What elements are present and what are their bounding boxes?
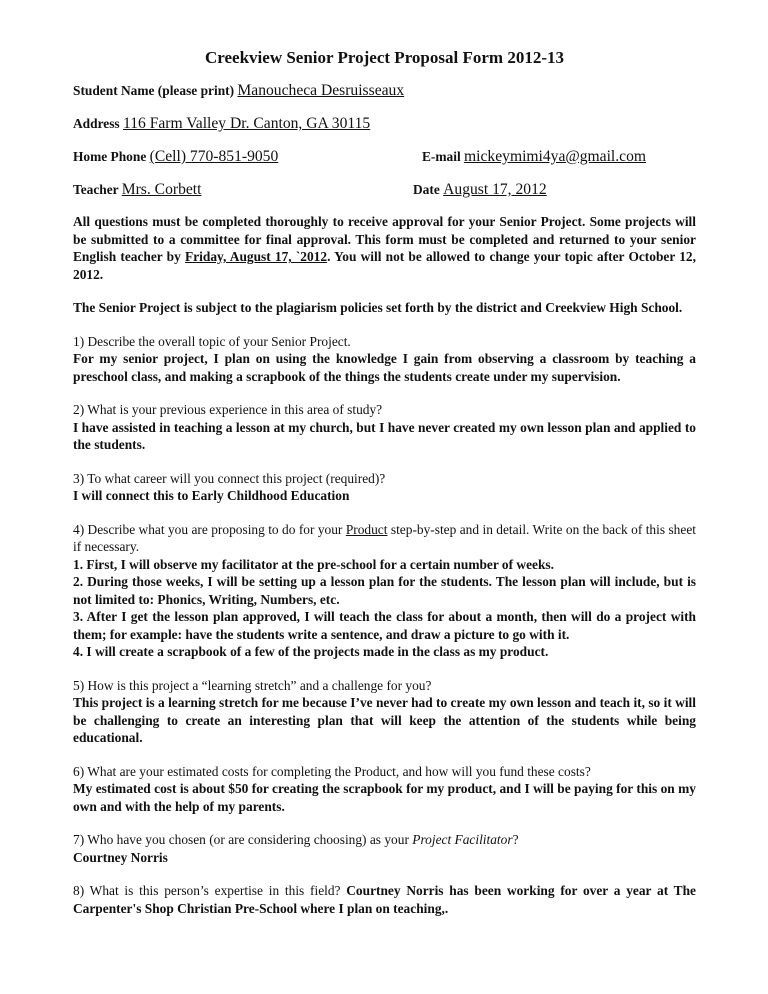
- question-4: [73, 521, 696, 556]
- date-label: Date: [413, 182, 440, 197]
- deadline-text: Friday, August 17, `2012: [185, 249, 328, 264]
- address-label: Address: [73, 116, 120, 131]
- question-8-text: 8) What is this person’s expertise in this field?: [73, 883, 347, 898]
- answer-7: Courtney Norris: [73, 849, 168, 865]
- answer-1: For my senior project, I plan on using the knowledge I gain from observing a classroom by teaching a preschool class, and making a scrapbook of the things the students create under my supervision.: [73, 351, 696, 384]
- facilitator-term: Project Facilitator: [412, 832, 513, 847]
- student-name-label: Student Name (please print): [73, 83, 235, 98]
- question-2: 2) What is your previous experience in this area of study?: [73, 402, 383, 417]
- instructions-text: All questions must be completed thoroughly to receive approval for your Senior Project. Some projects will be submitted to a committee for final approval. This form must be completed and returned to your senior English teacher by: [73, 214, 696, 264]
- answer-6: My estimated cost is about $50 for creating the scrapbook for my product, and I will be paying for this on my own and with the help of my parents.: [73, 781, 696, 814]
- phone-label: Home Phone: [73, 149, 147, 164]
- student-name-line: [73, 82, 696, 104]
- question-6: 6) What are your estimated costs for completing the Product, and how will you fund these costs?: [73, 763, 591, 779]
- email-label: E-mail: [422, 149, 461, 164]
- step-2: 2. During those weeks, I will be setting up a lesson plan for the students. The lesson plan will include, but is not limited to: Phonics, Writing, Numbers, etc.: [73, 574, 696, 607]
- step-4: 4. I will create a scrapbook of a few of the projects made in the class as my product.: [73, 644, 549, 659]
- teacher-value: Mrs. Corbett: [121, 181, 202, 198]
- question-4-text: 4) Describe what you are proposing to do for your: [73, 521, 346, 537]
- instructions-paragraph: [73, 213, 696, 283]
- instructions-text-end: . You will not be allowed to change your topic after October 12, 2012.: [73, 249, 696, 282]
- plagiarism-paragraph: The Senior Project is subject to the plagiarism policies set forth by the district and Creekview High School.: [73, 300, 683, 315]
- question-3: 3) To what career will you connect this project (required)?: [73, 470, 386, 486]
- phone-value: (Cell) 770-851-9050: [149, 148, 279, 165]
- step-3: 3. After I get the lesson plan approved, I will teach the class for about a month, then will do a project with them; for example: have the students write a sentence, and draw a picture to go with it.: [73, 609, 696, 642]
- answer-5: This project is a learning stretch for me because I’ve never had to create my own lesson and teach it, so it will be challenging to create an interesting plan that will keep the attention of the students while being educational.: [73, 695, 696, 745]
- form-title: Creekview Senior Project Proposal Form 2012-13: [205, 48, 564, 67]
- address-value: 116 Farm Valley Dr. Canton, GA 30115: [123, 115, 371, 132]
- student-name-value: Manoucheca Desruisseaux: [237, 82, 405, 99]
- question-7-mark: ?: [512, 832, 519, 847]
- question-8: [73, 882, 696, 917]
- question-5: 5) How is this project a “learning stretch” and a challenge for you?: [73, 677, 432, 693]
- answer-3: I will connect this to Early Childhood Education: [73, 488, 350, 503]
- phone-email-line: [73, 148, 696, 170]
- question-7-text: 7) Who have you chosen (or are considering choosing) as your: [73, 832, 413, 847]
- question-1: 1) Describe the overall topic of your Senior Project.: [73, 333, 351, 349]
- answer-2: I have assisted in teaching a lesson at my church, but I have never created my own lesson plan and applied to the students.: [73, 419, 696, 452]
- email-value: mickeymimi4ya@gmail.com: [464, 148, 647, 165]
- answer-8: Courtney Norris has been working for over a year at The Carpenter's Shop Christian Pre-School where I plan on teaching,.: [73, 883, 696, 916]
- email-field: [422, 148, 646, 166]
- teacher-label: Teacher: [73, 182, 119, 197]
- question-7: [73, 831, 696, 849]
- date-value: August 17, 2012: [443, 181, 547, 198]
- question-4-text-end: step-by-step and in detail. Write on the back of this sheet if necessary.: [73, 521, 696, 554]
- product-word: Product: [345, 521, 388, 537]
- address-line: [73, 115, 696, 137]
- step-1: 1. First, I will observe my facilitator at the pre-school for a certain number of weeks.: [73, 556, 554, 572]
- teacher-date-line: [73, 181, 696, 203]
- date-field: [413, 181, 547, 199]
